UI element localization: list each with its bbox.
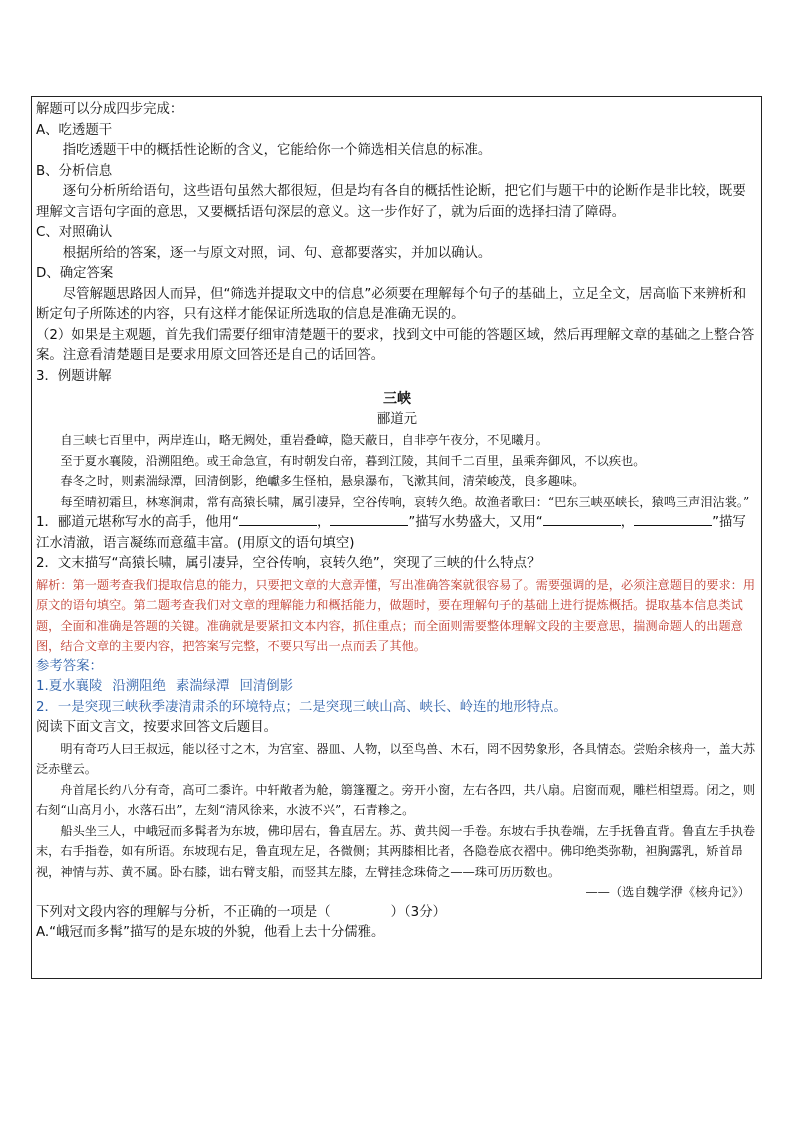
step-b-heading: B、分析信息: [36, 163, 113, 179]
step-a-text: 指吃透题干中的概括性论断的含义，它能给你一个筛选相关信息的标准。: [62, 143, 492, 158]
poem-author: 郦道元: [376, 411, 418, 427]
option-a: A.“峨冠而多髯”描写的是东坡的外貌，他看上去十分儒雅。: [36, 925, 385, 940]
poem-para-1: 自三峡七百里中，两岸连山，略无阙处，重岩叠嶂，隐天蔽日，自非亭午夜分，不见曦月。: [60, 433, 548, 447]
question-2: 2．文末描写“高猿长啸，属引凄异，空谷传响，哀转久绝”，突现了三峡的什么特点？: [36, 556, 541, 571]
note-subjective: （2）如果是主观题，首先我们需要仔细审清楚题干的要求，找到文中可能的答题区域，然后再理解文章的基础之上整合答案。注意看清楚题目是要求用原文回答还是自己的话回答。: [36, 327, 755, 363]
step-b-text: 逐句分析所给语句，这些语句虽然大都很短，但是均有各自的概括性论断，把它们与题干中的论断作是非比较，既要理解文言语句字面的意思，又要概括语句深层的意义。这一步作好了，就为后面的选择扫清了障碍。: [36, 184, 746, 220]
step-a-heading: A、吃透题干: [36, 122, 113, 138]
reading-intro: 阅读下面文言文，按要求回答文后题目。: [36, 720, 278, 735]
section-heading: 3．例题讲解: [36, 368, 112, 384]
intro-line: 解题可以分成四步完成：: [36, 102, 184, 117]
multiple-choice-question: 下列对文段内容的理解与分析，不正确的一项是（ ）（3分）: [36, 904, 446, 920]
poem-para-3: 春冬之时，则素湍绿潭，回清倒影，绝巘多生怪柏，悬泉瀑布，飞漱其间，清荣峻茂，良多趣味。: [60, 474, 585, 488]
document-body: [36, 100, 758, 944]
answer-blank-3[interactable]: [543, 512, 621, 526]
answer-label: 参考答案：: [36, 658, 103, 674]
poem-para-2: 至于夏水襄陵，沿溯阻绝。或王命急宣，有时朝发白帝，暮到江陵，其间千二百里，虽乘奔御风，不以疾也。: [60, 453, 646, 468]
step-c-text: 根据所给的答案，逐一与原文对照，词、句、意都要落实，并加以确认。: [62, 245, 492, 261]
step-d-heading: D、确定答案: [36, 266, 114, 281]
step-c-heading: C、对照确认: [36, 225, 113, 240]
poem-para-4: 每至晴初霜旦，林寒涧肃，常有高猿长啸，属引凄异，空谷传响，哀转久绝。故渔者歌曰：“巴东三峡巫峡长，猿鸣三声泪沾裳。”: [60, 494, 750, 509]
analysis-text: 解析：第一题考查我们提取信息的能力，只要把文章的大意弄懂，写出准确答案就很容易了。需要强调的是，必须注意题目的要求：用原文的语句填空。第二题考查我们对文章的理解能力和概括能力，做题时，要在理解句子的基础上进行提炼概括。提取基本信息类试题，全面和准确是答题的关键。准确就是要紧扣文本内容，抓住重点；而全面则需要整体理解文段的主要意思，揣测命题人的出题意图，结合文章的主要内容，把答案写完整，不要只写出一点而丢了其他。: [36, 577, 756, 653]
answer-blank-2[interactable]: [330, 512, 408, 526]
answer-2: 2．一是突现三峡秋季凄清肃杀的环境特点；二是突现三峡山高、峡长、岭连的地形特点。: [36, 699, 567, 715]
answer-blank-1[interactable]: [239, 512, 317, 526]
answer-1: 1.夏水襄陵 沿溯阻绝 素湍绿潭 回清倒影: [36, 679, 294, 694]
poem-title: 三峡: [383, 391, 411, 407]
question-1: 1．郦道元堪称写水的高手，他用“ ， ”描写水势盛大，又用“ ， ”描写江水清澈，语言凝练而意蕴丰富。(用原文的语句填空): [36, 512, 758, 554]
passage-para-1: 明有奇巧人曰王叔远，能以径寸之木，为宫室、器皿、人物，以至鸟兽、木石，罔不因势象形，各具情态。尝贻余核舟一，盖大苏泛赤壁云。: [36, 741, 756, 776]
passage-para-3: 船头坐三人，中峨冠而多髯者为东坡，佛印居右，鲁直居左。苏、黄共阅一手卷。东坡右手执卷端，左手抚鲁直背。鲁直左手执卷末，右手指卷，如有所语。东坡现右足，鲁直现左足，各微侧；其两膝相比者，各隐卷底衣褶中。佛印绝类弥勒，袒胸露乳，矫首昂视，神情与苏、黄不属。卧右膝，诎右臂支船，而竖其左膝，左臂挂念珠倚之——珠可历历数也。: [36, 823, 756, 879]
answer-blank-4[interactable]: [634, 512, 712, 526]
passage-source: ——（选自魏学洢《核舟记》）: [585, 885, 750, 899]
step-d-text: 尽管解题思路因人而异，但“筛选并提取文中的信息”必须要在理解每个句子的基础上，立足全文，居高临下来辨析和断定句子所陈述的内容，只有这样才能保证所选取的信息是准确无误的。: [36, 286, 747, 322]
passage-para-2: 舟首尾长约八分有奇，高可二黍许。中轩敞者为舱，篛篷覆之。旁开小窗，左右各四，共八扇。启窗而观，雕栏相望焉。闭之，则右刻“山高月小，水落石出”，左刻“清风徐来，水波不兴”，石青糁之。: [36, 782, 756, 817]
